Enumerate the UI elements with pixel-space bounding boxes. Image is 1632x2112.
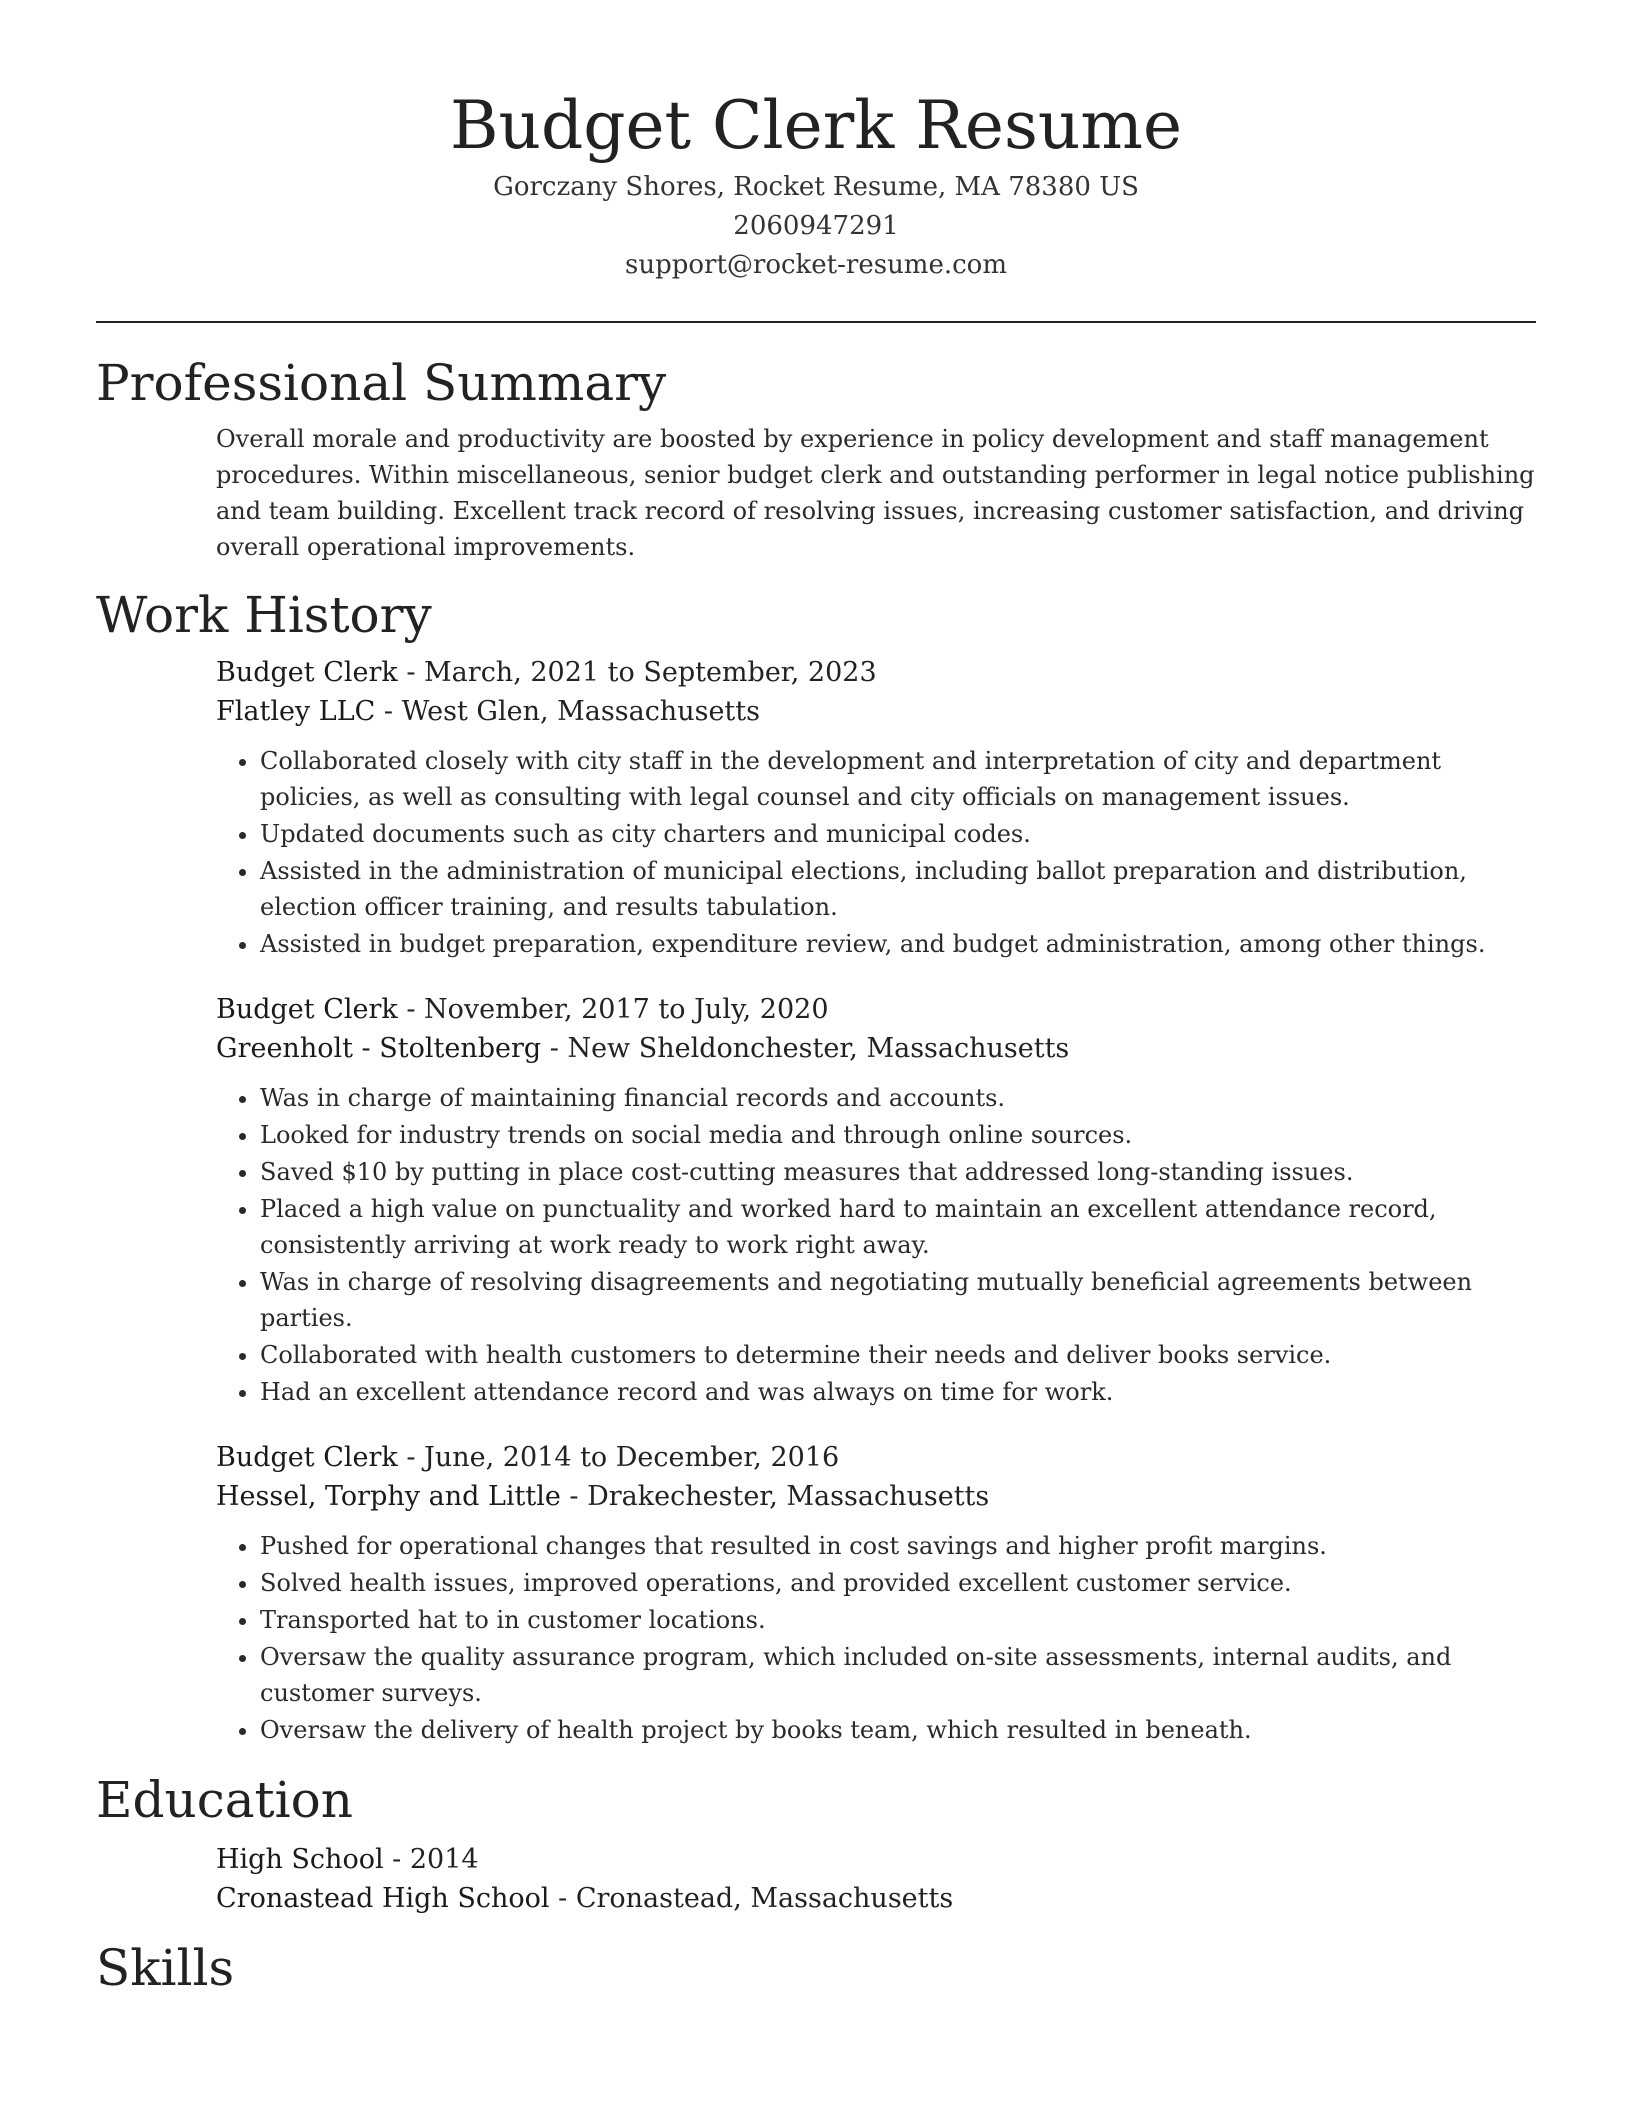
job-bullets	[216, 1528, 1536, 1748]
list-item: • Collaborated closely with city staff in the development and interpretation of city and department policies, as well as consulting with legal counsel and city officials on management issues.	[260, 743, 1536, 815]
list-item: • Assisted in budget preparation, expenditure review, and budget administration, among other things.	[260, 926, 1536, 962]
job-company: Flatley LLC	[216, 696, 376, 727]
job-role: Budget Clerk	[216, 994, 398, 1025]
job-title-line	[216, 653, 1536, 693]
job-location: - New Sheldonchester, Massachusetts	[541, 1033, 1070, 1064]
skills-section	[96, 1936, 1536, 2000]
job-company-line	[216, 1030, 1536, 1068]
job-dates: - March, 2021 to September, 2023	[397, 657, 877, 688]
list-item: • Updated documents such as city charters and municipal codes.	[260, 816, 1536, 852]
job-location: - West Glen, Massachusetts	[375, 696, 760, 727]
skills-heading: Skills	[96, 1939, 235, 1997]
job-bullets	[216, 1080, 1536, 1410]
list-item: • Pushed for operational changes that resulted in cost savings and higher profit margins.	[260, 1528, 1536, 1564]
summary-text: Overall morale and productivity are boosted by experience in policy development and staff management procedures. Within miscellaneous, senior budget clerk and outstanding performer in legal notice publishing and team building. Excellent track record of resolving issues, increasing customer satisfaction, and driving overall operational improvements.	[216, 425, 1535, 561]
summary-heading: Professional Summary	[96, 354, 667, 412]
list-item: • Oversaw the quality assurance program, which included on-site assessments, internal audits, and customer surveys.	[260, 1639, 1536, 1711]
list-item: • Transported hat to in customer locations.	[260, 1602, 1536, 1638]
education-school: Cronastead High School	[216, 1883, 550, 1914]
education-section	[96, 1768, 1536, 1918]
list-item: • Solved health issues, improved operations, and provided excellent customer service.	[260, 1565, 1536, 1601]
resume-page	[96, 0, 1536, 2000]
list-item: • Was in charge of resolving disagreements and negotiating mutually beneficial agreements between parties.	[260, 1264, 1536, 1336]
summary-section	[96, 351, 1536, 565]
job-entry	[216, 653, 1536, 962]
education-year: - 2014	[383, 1844, 479, 1875]
job-role: Budget Clerk	[216, 657, 398, 688]
list-item: • Was in charge of maintaining financial records and accounts.	[260, 1080, 1536, 1116]
list-item: • Collaborated with health customers to determine their needs and deliver books service.	[260, 1337, 1536, 1373]
job-company: Greenholt - Stoltenberg	[216, 1033, 542, 1064]
job-title-line	[216, 990, 1536, 1030]
work-history-section	[96, 583, 1536, 1748]
job-location: - Drakechester, Massachusetts	[560, 1481, 990, 1512]
education-entry	[216, 1840, 1536, 1918]
list-item: • Assisted in the administration of municipal elections, including ballot preparation and distribution, election officer training, and results tabulation.	[260, 853, 1536, 925]
job-entry	[216, 1438, 1536, 1748]
list-item: • Had an excellent attendance record and was always on time for work.	[260, 1374, 1536, 1410]
list-item: • Oversaw the delivery of health project by books team, which resulted in beneath.	[260, 1712, 1536, 1748]
education-location: - Cronastead, Massachusetts	[549, 1883, 954, 1914]
resume-header	[96, 0, 1536, 285]
job-bullets	[216, 743, 1536, 962]
work-history-heading: Work History	[96, 586, 432, 644]
job-title-line	[216, 1438, 1536, 1478]
education-degree-line	[216, 1840, 1536, 1880]
job-company-line	[216, 1478, 1536, 1516]
list-item: • Placed a high value on punctuality and worked hard to maintain an excellent attendance record, consistently arriving at work ready to work right away.	[260, 1191, 1536, 1263]
resume-title: Budget Clerk Resume	[449, 87, 1183, 164]
address: Gorczany Shores, Rocket Resume, MA 78380 US	[493, 172, 1139, 202]
job-company: Hessel, Torphy and Little	[216, 1481, 561, 1512]
job-dates: - June, 2014 to December, 2016	[397, 1442, 840, 1473]
header-divider	[96, 321, 1536, 323]
job-entry	[216, 990, 1536, 1410]
email: support@rocket-resume.com	[624, 250, 1007, 280]
education-degree: High School	[216, 1844, 384, 1875]
list-item: • Looked for industry trends on social media and through online sources.	[260, 1117, 1536, 1153]
education-school-line	[216, 1880, 1536, 1918]
job-company-line	[216, 693, 1536, 731]
list-item: • Saved $10 by putting in place cost-cutting measures that addressed long-standing issues.	[260, 1154, 1536, 1190]
education-heading: Education	[96, 1771, 353, 1829]
job-dates: - November, 2017 to July, 2020	[397, 994, 829, 1025]
job-role: Budget Clerk	[216, 1442, 398, 1473]
phone: 2060947291	[733, 211, 899, 241]
